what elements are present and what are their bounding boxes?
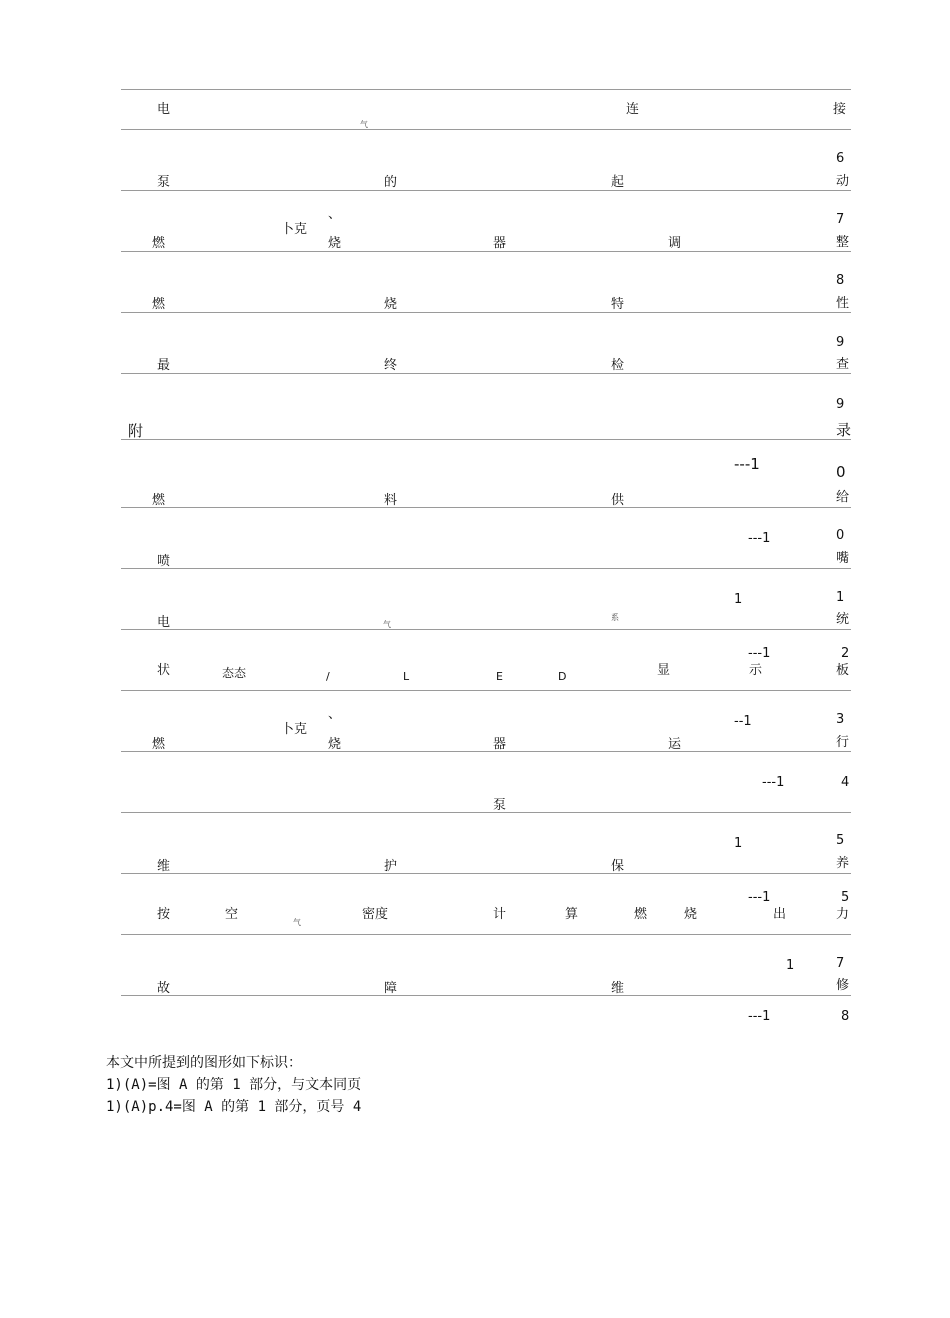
leader-dash: ---1 <box>748 531 771 546</box>
toc-char: 故 <box>157 981 171 996</box>
toc-char: 气 <box>360 120 368 129</box>
toc-char: 动 <box>836 174 850 189</box>
toc-char: 统 <box>836 612 850 627</box>
toc-char: 燃 <box>634 907 648 922</box>
toc-char: 接 <box>833 102 847 117</box>
toc-char: 烧 <box>384 297 398 312</box>
divider <box>121 251 851 252</box>
toc-char: 行 <box>836 735 850 750</box>
toc-char: 检 <box>611 358 625 373</box>
toc-char: 录 <box>836 421 852 439</box>
divider <box>121 812 851 813</box>
toc-char: 烧 <box>328 236 342 251</box>
page-number: 8 <box>841 1009 850 1024</box>
page-number: 7 <box>836 212 845 227</box>
toc-char: 连 <box>626 102 640 117</box>
toc-char: 出 <box>773 907 787 922</box>
toc-char: 系 <box>611 613 619 622</box>
toc-char: 维 <box>157 859 171 874</box>
divider <box>121 934 851 935</box>
page-number: 6 <box>836 151 845 166</box>
toc-char: 终 <box>384 358 398 373</box>
toc-char: 态态 <box>222 666 247 680</box>
toc-char: D <box>558 670 567 683</box>
notes-item: 1)(A)p.4=图 A 的第 1 部分，页号 4 <box>106 1099 362 1115</box>
divider <box>121 373 851 374</box>
toc-char: 维 <box>611 981 625 996</box>
toc-char: 密度 <box>362 907 389 922</box>
toc-char: 修 <box>836 978 850 993</box>
notes-item: 1)(A)=图 A 的第 1 部分，与文本同页 <box>106 1077 362 1093</box>
toc-char: 示 <box>749 663 763 678</box>
page-number: 4 <box>841 775 850 790</box>
toc-char: 燃 <box>152 493 166 508</box>
divider <box>121 312 851 313</box>
page-number: 9 <box>836 335 845 350</box>
toc-char: 气 <box>293 918 301 927</box>
leader-dash: 1 <box>734 592 743 607</box>
divider <box>121 439 851 440</box>
toc-mark: 、 <box>328 707 342 722</box>
page-number: 2 <box>841 646 850 661</box>
toc-char: 养 <box>836 856 850 871</box>
page-number: 8 <box>836 273 845 288</box>
divider <box>121 89 851 90</box>
toc-char: 算 <box>565 907 579 922</box>
toc-char: 的 <box>384 175 398 190</box>
divider <box>121 751 851 752</box>
page-number: 9 <box>836 397 845 412</box>
toc-char: 烧 <box>328 737 342 752</box>
toc-char: 燃 <box>152 236 166 251</box>
toc-char: 护 <box>384 859 398 874</box>
toc-char: 按 <box>157 907 171 922</box>
toc-char: 料 <box>384 493 398 508</box>
toc-char: 泵 <box>157 175 171 190</box>
leader-dash: ---1 <box>762 775 785 790</box>
toc-char: 计 <box>493 907 507 922</box>
toc-char: 气 <box>383 620 391 629</box>
divider <box>121 873 851 874</box>
leader-dash: --1 <box>734 714 752 729</box>
toc-char: 最 <box>157 358 171 373</box>
toc-char: 电 <box>157 615 171 630</box>
leader-dash: ---1 <box>748 646 771 661</box>
toc-mark: 、 <box>328 207 342 222</box>
toc-char: 板 <box>836 663 850 678</box>
figure-notes <box>106 1052 361 1118</box>
divider <box>121 190 851 191</box>
toc-char: 显 <box>657 663 671 678</box>
toc-char: 运 <box>668 737 682 752</box>
toc-note: 卜克 <box>281 222 308 237</box>
leader-dash: 1 <box>786 958 795 973</box>
toc-char: 嘴 <box>836 551 850 566</box>
notes-heading: 本文中所提到的图形如下标识： <box>106 1055 302 1071</box>
divider <box>121 690 851 691</box>
page-number: 1 <box>836 590 845 605</box>
divider <box>121 129 851 130</box>
leader-dash: ---1 <box>734 455 760 473</box>
toc-char: 器 <box>493 236 507 251</box>
page-number: 7 <box>836 956 845 971</box>
page-number: 0 <box>836 463 846 481</box>
toc-char: 空 <box>225 907 239 922</box>
toc-char: 查 <box>836 357 850 372</box>
toc-char: 力 <box>836 907 850 922</box>
toc-char: 供 <box>611 493 625 508</box>
toc-char: 燃 <box>152 297 166 312</box>
toc-char: L <box>403 670 410 683</box>
toc-char: 状 <box>157 663 171 678</box>
page-number: 0 <box>836 528 845 543</box>
divider <box>121 995 851 996</box>
toc-char: 保 <box>611 859 625 874</box>
leader-dash: ---1 <box>748 1009 771 1024</box>
toc-char: 器 <box>493 737 507 752</box>
leader-dash: 1 <box>734 836 743 851</box>
toc-char: 泵 <box>493 798 507 813</box>
toc-char: 附 <box>128 422 144 440</box>
toc-char: 烧 <box>684 907 698 922</box>
toc-char: 整 <box>836 235 850 250</box>
toc-char: 给 <box>836 490 850 505</box>
toc-char: 起 <box>611 175 625 190</box>
toc-char: 调 <box>668 236 682 251</box>
page-number: 3 <box>836 712 845 727</box>
divider <box>121 568 851 569</box>
divider <box>121 629 851 630</box>
toc-char: 喷 <box>157 554 171 569</box>
toc-char: 燃 <box>152 737 166 752</box>
toc-char: 电 <box>157 102 171 117</box>
toc-note: 卜克 <box>281 722 308 737</box>
divider <box>121 507 851 508</box>
toc-char: E <box>496 670 503 683</box>
page-number: 5 <box>836 833 845 848</box>
leader-dash: ---1 <box>748 890 771 905</box>
toc-char: 特 <box>611 297 625 312</box>
toc-char: 性 <box>836 296 850 311</box>
toc-char: / <box>326 670 330 683</box>
toc-char: 障 <box>384 981 398 996</box>
page-number: 5 <box>841 890 850 905</box>
